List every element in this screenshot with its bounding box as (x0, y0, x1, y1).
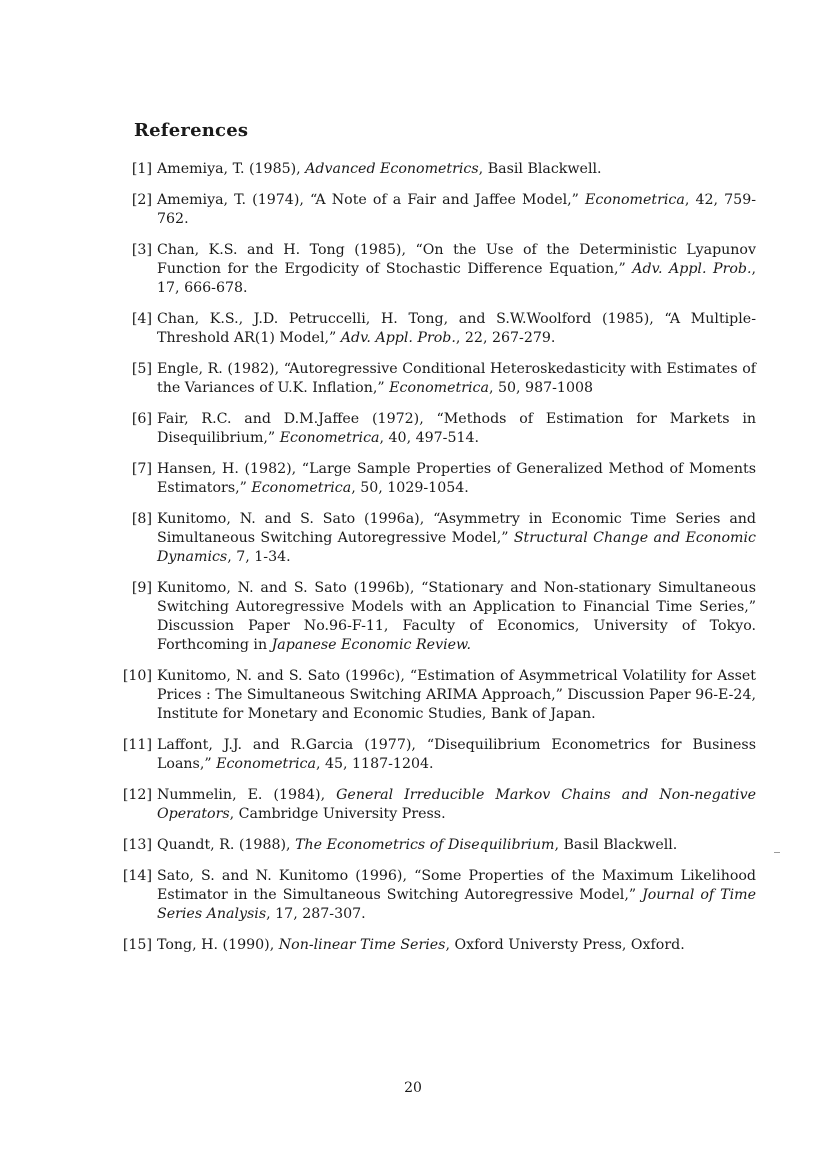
reference-item (120, 667, 756, 724)
reference-title-italic: Econometrica (389, 380, 489, 396)
reference-text: Tong, H. (1990), (157, 937, 279, 953)
reference-text: Chan, K.S. and H. Tong (1985), “On the Use of the Deterministic Lyapunov Function for the Ergodicity of Stochastic Difference Equation,” (157, 242, 756, 277)
reference-number: [15] (122, 937, 152, 953)
reference-title-italic: Econometrica (279, 430, 380, 446)
reference-number: [8] (131, 511, 152, 527)
reference-text: Engle, R. (1982), “Autoregressive Conditional Heteroskedasticity with Estimates of the Variances of U.K. Inflation,” (157, 361, 756, 396)
reference-text: , 17, 287-307. (266, 906, 366, 922)
reference-item (120, 786, 756, 824)
reference-number: [9] (131, 580, 152, 596)
reference-item (120, 310, 756, 348)
reference-item (120, 579, 756, 655)
reference-text: , 42, 759-762. (157, 192, 757, 227)
reference-title-italic: Japanese Economic Review. (271, 637, 471, 653)
reference-text: , 50, 987-1008 (488, 380, 594, 396)
reference-item (120, 510, 756, 567)
reference-text: , 17, 666-678. (157, 261, 756, 296)
section-heading: References (134, 120, 249, 141)
reference-number: [7] (131, 461, 152, 477)
reference-title-italic: Econometrica (216, 756, 316, 772)
reference-title-italic: The Econometrics of Disequilibrium (295, 837, 555, 853)
reference-text: , 45, 1187-1204. (315, 756, 434, 772)
reference-text: , Cambridge University Press. (229, 806, 446, 822)
reference-text: , Basil Blackwell. (478, 161, 602, 177)
reference-title-italic: Non-linear Time Series (278, 937, 446, 953)
reference-text: , 40, 497-514. (379, 430, 480, 446)
page-number: 20 (404, 1080, 422, 1096)
reference-text: , Basil Blackwell. (554, 837, 678, 853)
reference-title-italic: Adv. Appl. Prob. (632, 261, 752, 277)
reference-number: [14] (122, 868, 152, 884)
reference-title-italic: Econometrica (251, 480, 352, 496)
reference-number: [1] (131, 161, 152, 177)
scan-edge-mark (774, 852, 780, 853)
reference-title-italic: General Irreducible Markov Chains and Non-negative Operators (157, 787, 756, 822)
reference-text: Sato, S. and N. Kunitomo (1996), “Some Properties of the Maximum Likelihood Estimator in the Simultaneous Switching Autoregressive Model,” (157, 868, 756, 903)
reference-text: Nummelin, E. (1984), (157, 787, 337, 803)
reference-number: [5] (131, 361, 152, 377)
reference-text: Quandt, R. (1988), (157, 837, 296, 853)
reference-item (120, 191, 756, 229)
reference-number: [12] (122, 787, 152, 803)
reference-text: Laffont, J.J. and R.Garcia (1977), “Disequilibrium Econometrics for Business Loans,” (157, 737, 756, 772)
reference-text: Kunitomo, N. and S. Sato (1996a), “Asymmetry in Economic Time Series and Simultaneous Switching Autoregressive Model,” (157, 511, 756, 546)
reference-text: Kunitomo, N. and S. Sato (1996b), “Stationary and Non-stationary Simultaneous Switching Autoregressive Models with an Application to Financial Time Series,” Discussion Paper No.96-F-11, Faculty of Economics, University of Tokyo. Forthcoming in (157, 580, 756, 653)
reference-text: Chan, K.S., J.D. Petruccelli, H. Tong, and S.W.Woolford (1985), “A Multiple-Threshold AR(1) Model,” (157, 311, 756, 346)
reference-number: [3] (131, 242, 152, 258)
reference-item (120, 736, 756, 774)
reference-title-italic: Journal of Time Series Analysis (157, 887, 756, 922)
reference-item (120, 360, 756, 398)
reference-text: , 50, 1029-1054. (351, 480, 469, 496)
reference-text: Amemiya, T. (1985), (157, 161, 306, 177)
reference-text: , 22, 267-279. (455, 330, 556, 346)
reference-number: [10] (122, 668, 152, 684)
reference-item (120, 867, 756, 924)
reference-number: [6] (131, 411, 152, 427)
reference-item (120, 460, 756, 498)
reference-text: Kunitomo, N. and S. Sato (1996c), “Estimation of Asymmetrical Volatility for Asset Prices : The Simultaneous Switching ARIMA Approach,” Discussion Paper 96-E-24, Institute for Monetary and Economic Studies, Bank of Japan. (157, 668, 756, 722)
reference-number: [11] (122, 737, 152, 753)
reference-item (120, 160, 756, 179)
reference-list (120, 160, 756, 967)
reference-title-italic: Econometrica (585, 192, 685, 208)
reference-number: [4] (131, 311, 152, 327)
reference-title-italic: Structural Change and Economic Dynamics (157, 530, 756, 565)
reference-item (120, 410, 756, 448)
reference-text: Fair, R.C. and D.M.Jaffee (1972), “Methods of Estimation for Markets in Disequilibrium,” (157, 411, 756, 446)
reference-text: Amemiya, T. (1974), “A Note of a Fair and Jaffee Model,” (157, 192, 586, 208)
reference-item (120, 936, 756, 955)
reference-title-italic: Advanced Econometrics (305, 161, 479, 177)
reference-number: [2] (131, 192, 152, 208)
reference-item (120, 241, 756, 298)
reference-title-italic: Adv. Appl. Prob. (340, 330, 456, 346)
reference-number: [13] (122, 837, 152, 853)
reference-text: , 7, 1-34. (227, 549, 291, 565)
reference-text: , Oxford Universty Press, Oxford. (445, 937, 685, 953)
reference-text: Hansen, H. (1982), “Large Sample Properties of Generalized Method of Moments Estimators,” (157, 461, 756, 496)
reference-item (120, 836, 756, 855)
